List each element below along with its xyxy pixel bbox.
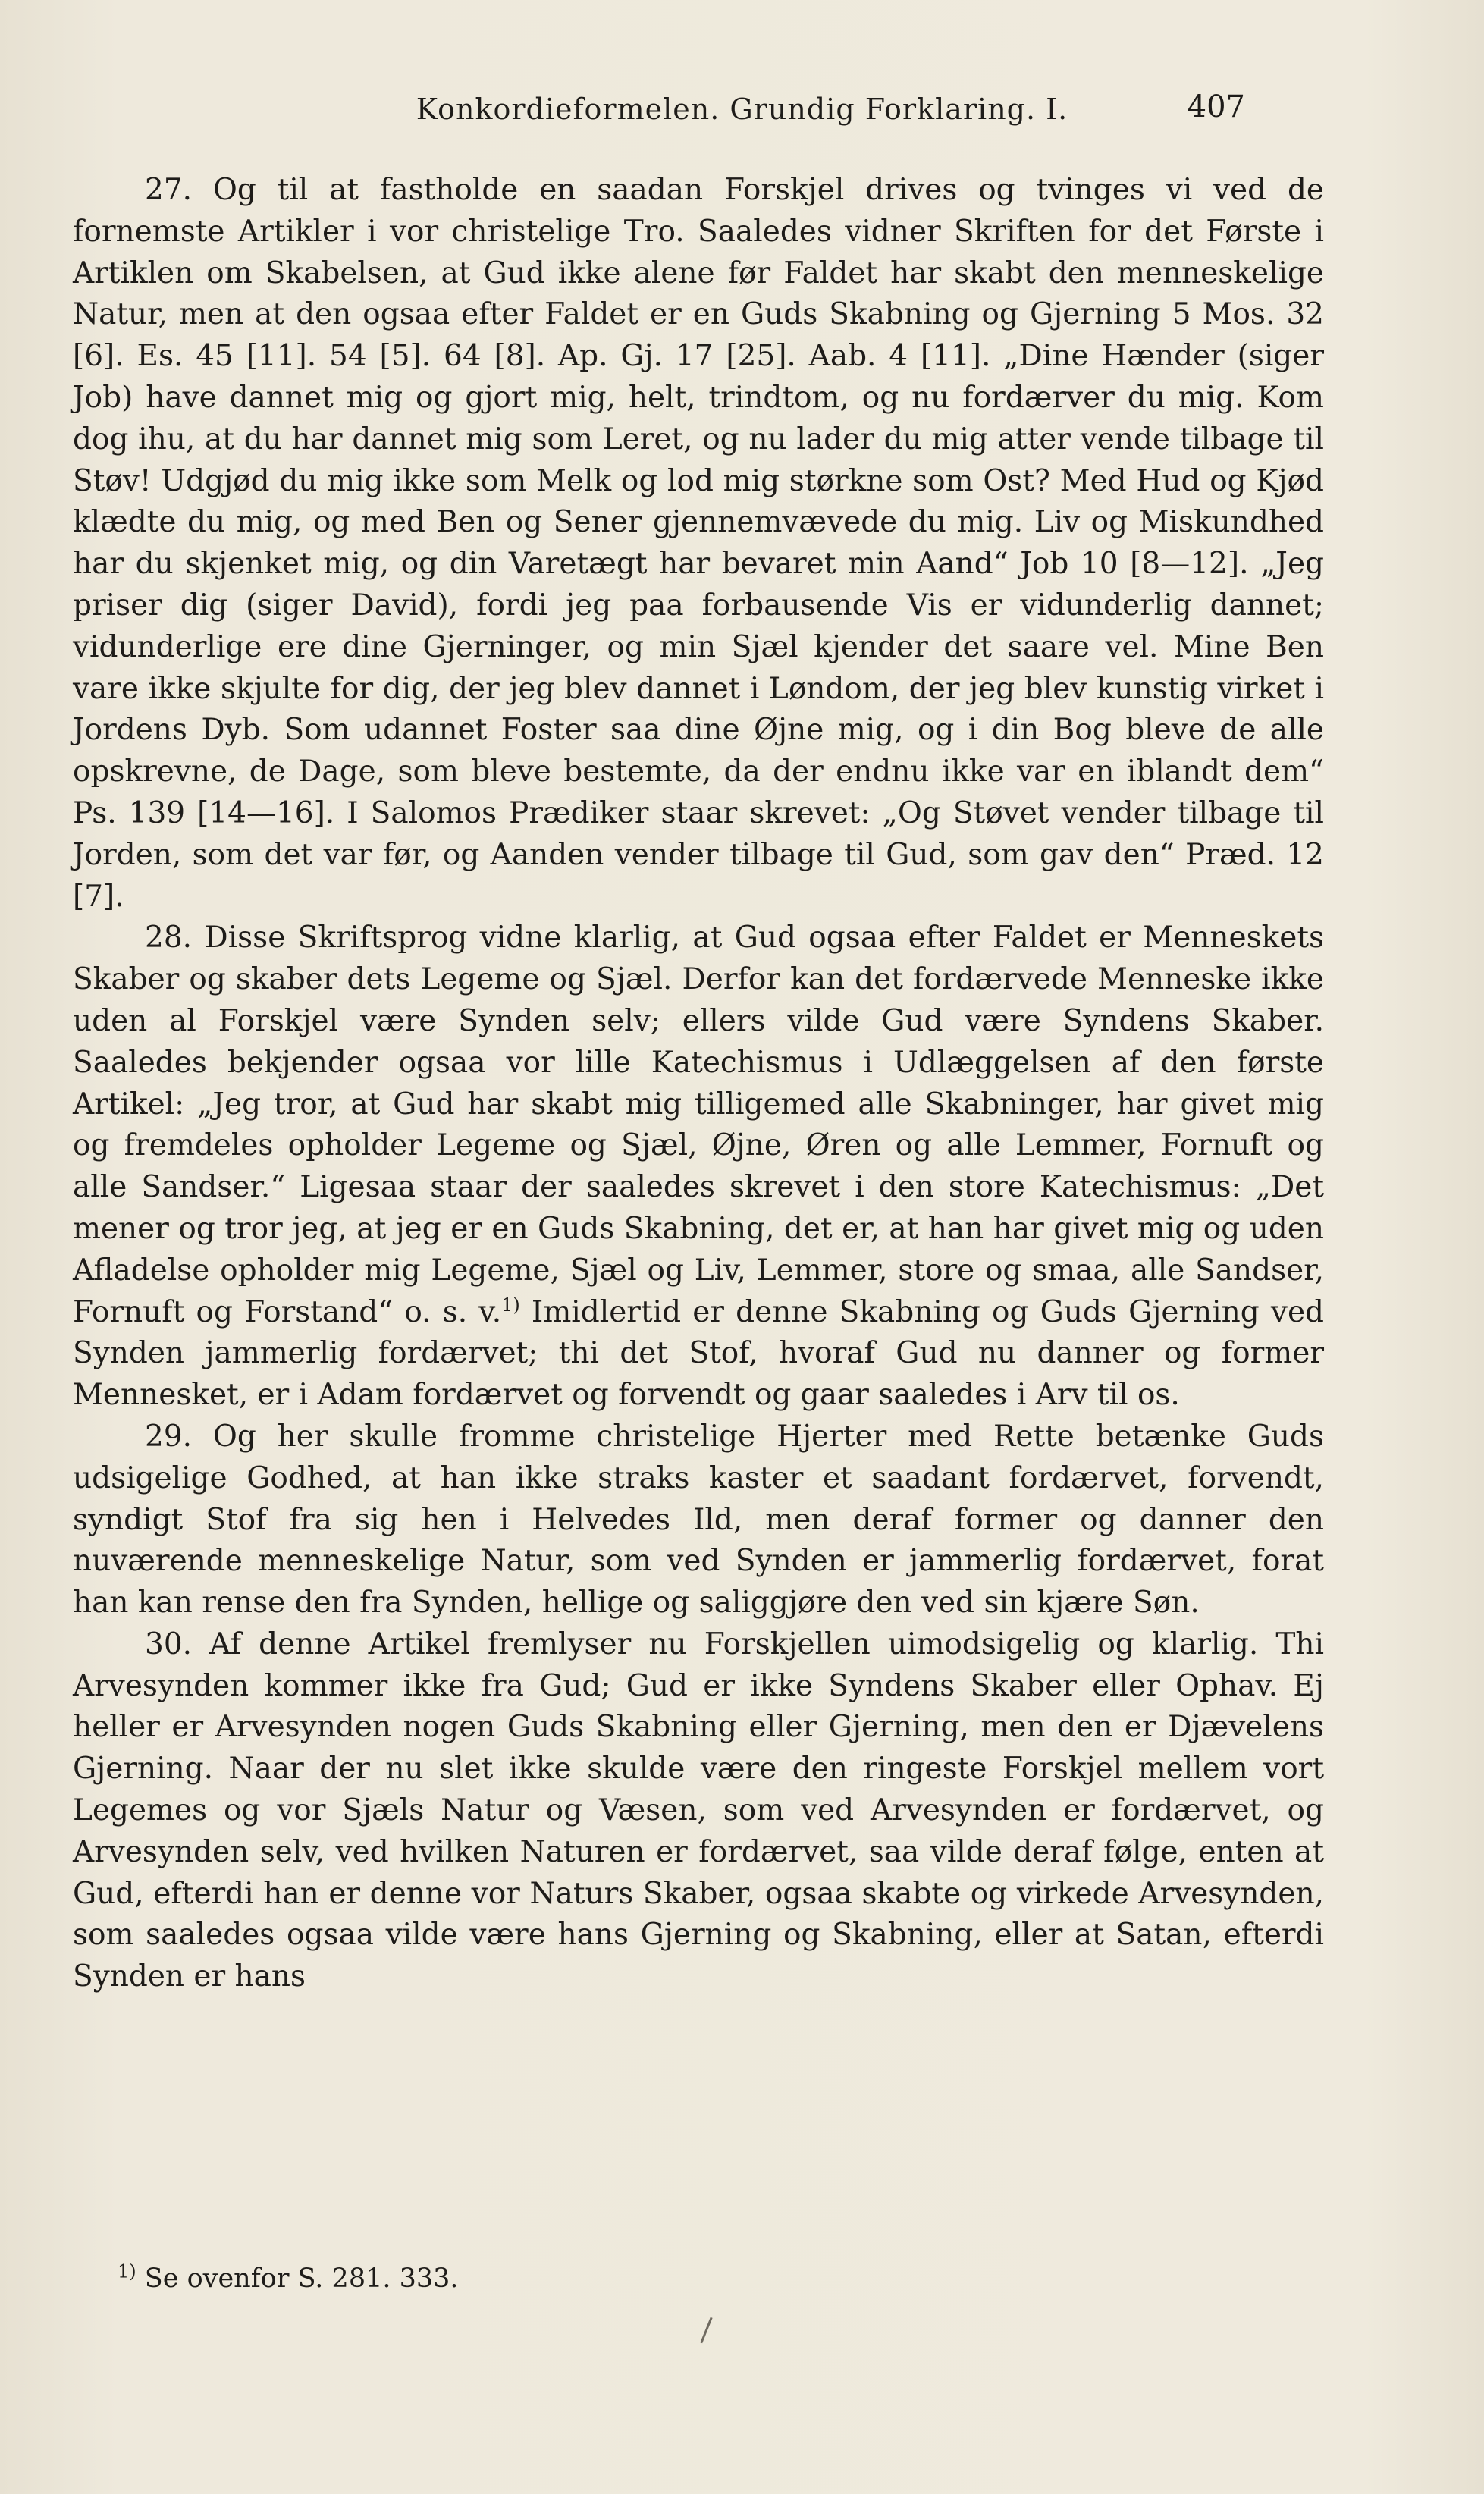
paragraph-number: 29. bbox=[145, 1419, 193, 1454]
running-head: Konkordieformelen. Grundig Forklaring. I. bbox=[416, 93, 1068, 126]
paragraph-text: Af denne Artikel fremlyser nu Forskjellen uimodsigelig og klarlig. Thi Arvesynden kommer ikke fra Gud; Gud er ikke Syndens Skaber eller Ophav. Ej heller er Arvesynden nogen Guds Skabning eller Gjerning, men den er Djævelens Gjerning. Naar der nu slet ikke skulde være den ringeste Forskjel mellem vort Legemes og vor Sjæls Natur og Væsen, som ved Arvesynden er fordærvet, og Arvesynden selv, ved hvilken Naturen er fordærvet, saa vilde deraf følge, enten at Gud, efterdi han er denne vor Naturs Skaber, ogsaa skabte og virkede Arvesynden, som saaledes ogsaa vilde være hans Gjerning og Skabning, eller at Satan, efterdi Synden er hans bbox=[73, 1627, 1325, 1994]
page-body bbox=[73, 170, 1324, 1998]
paragraph-number: 28. bbox=[145, 921, 193, 955]
paragraph-text: Og til at fastholde en saadan Forskjel drives og tvinges vi ved de fornemste Artikler i vor christelige Tro. Saaledes vidner Skriften for det Første i Artiklen om Skabelsen, at Gud ikke alene før Faldet har skabt den menneskelige Natur, men at den ogsaa efter Faldet er en Guds Skabning og Gjerning 5 Mos. 32 [6]. Es. 45 [11]. 54 [5]. 64 [8]. Ap. Gj. 17 [25]. Aab. 4 [11]. „Dine Hænder (siger Job) have dannet mig og gjort mig, helt, trindtom, og nu fordærver du mig. Kom dog ihu, at du har dannet mig som Leret, og nu lader du mig atter vende tilbage til Støv! Udgjød du mig ikke som Melk og lod mig størkne som Ost? Med Hud og Kjød klædte du mig, og med Ben og Sener gjennemvævede du mig. Liv og Miskundhed har du skjenket mig, og din Varetægt har bevaret min Aand“ Job 10 [8—12]. „Jeg priser dig (siger David), fordi jeg paa forbausende Vis er vidunderlig dannet; vidunderlige ere dine Gjerninger, og min Sjæl kjender det saare vel. Mine Ben vare ikke skjulte for dig, der jeg blev dannet i Løndom, der jeg blev kunstig virket i Jordens Dyb. Som udannet Foster saa dine Øjne mig, og i din Bog bleve de alle opskrevne, de Dage, som bleve bestemte, da der endnu ikke var en iblandt dem“ Ps. 139 [14—16]. I Salomos Prædiker staar skrevet: „Og Støvet vender tilbage til Jorden, som det var før, og Aanden vender tilbage til Gud, som gav den“ Præd. 12 [7]. bbox=[73, 173, 1324, 914]
pencil-mark bbox=[700, 2317, 712, 2344]
footnote-reference[interactable]: 1) bbox=[501, 1294, 520, 1316]
paragraph-30 bbox=[73, 1624, 1324, 1998]
paragraph-text-continued: Imidlertid er denne Skabning og Guds Gjerning ved Synden jammerlig fordærvet; thi det Stof, hvoraf Gud nu danner og former Mennesket, er i Adam fordærvet og forvendt og gaar saaledes i Arv til os. bbox=[73, 1294, 1324, 1413]
footnote-text: Se ovenfor S. 281. 333. bbox=[144, 2263, 459, 2294]
paragraph-28 bbox=[73, 918, 1324, 1416]
paragraph-text: Disse Skriftsprog vidne klarlig, at Gud ogsaa efter Faldet er Menneskets Skaber og skaber dets Legeme og Sjæl. Derfor kan det fordærvede Menneske ikke uden al Forskjel være Synden selv; ellers vilde Gud være Syndens Skaber. Saaledes bekjender ogsaa vor lille Katechismus i Udlæggelsen af den første Artikel: „Jeg tror, at Gud har skabt mig tilligemed alle Skabninger, har givet mig og fremdeles opholder Legeme og Sjæl, Øjne, Øren og alle Lemmer, Fornuft og alle Sandser.“ Ligesaa staar der saaledes skrevet i den store Katechismus: „Det mener og tror jeg, at jeg er en Guds Skabning, det er, at han har givet mig og uden Afladelse opholder mig Legeme, Sjæl og Liv, Lemmer, store og smaa, alle Sandser, Fornuft og Forstand“ o. s. v. bbox=[73, 921, 1325, 1329]
footnote-marker: 1) bbox=[118, 2260, 136, 2282]
paragraph-29 bbox=[73, 1416, 1324, 1624]
footnote bbox=[118, 2260, 459, 2294]
paragraph-text: Og her skulle fromme christelige Hjerter med Rette betænke Guds udsigelige Godhed, at han ikke straks kaster et saadant fordærvet, forvendt, syndigt Stof fra sig hen i Helvedes Ild, men deraf former og danner den nuværende menneskelige Natur, som ved Synden er jammerlig fordærvet, forat han kan rense den fra Synden, hellige og saliggjøre den ved sin kjære Søn. bbox=[73, 1419, 1324, 1620]
page-header bbox=[72, 89, 1412, 138]
paragraph-number: 30. bbox=[145, 1627, 193, 1661]
paragraph-number: 27. bbox=[145, 173, 193, 207]
page-number: 407 bbox=[1187, 89, 1245, 124]
paragraph-27 bbox=[73, 170, 1324, 918]
